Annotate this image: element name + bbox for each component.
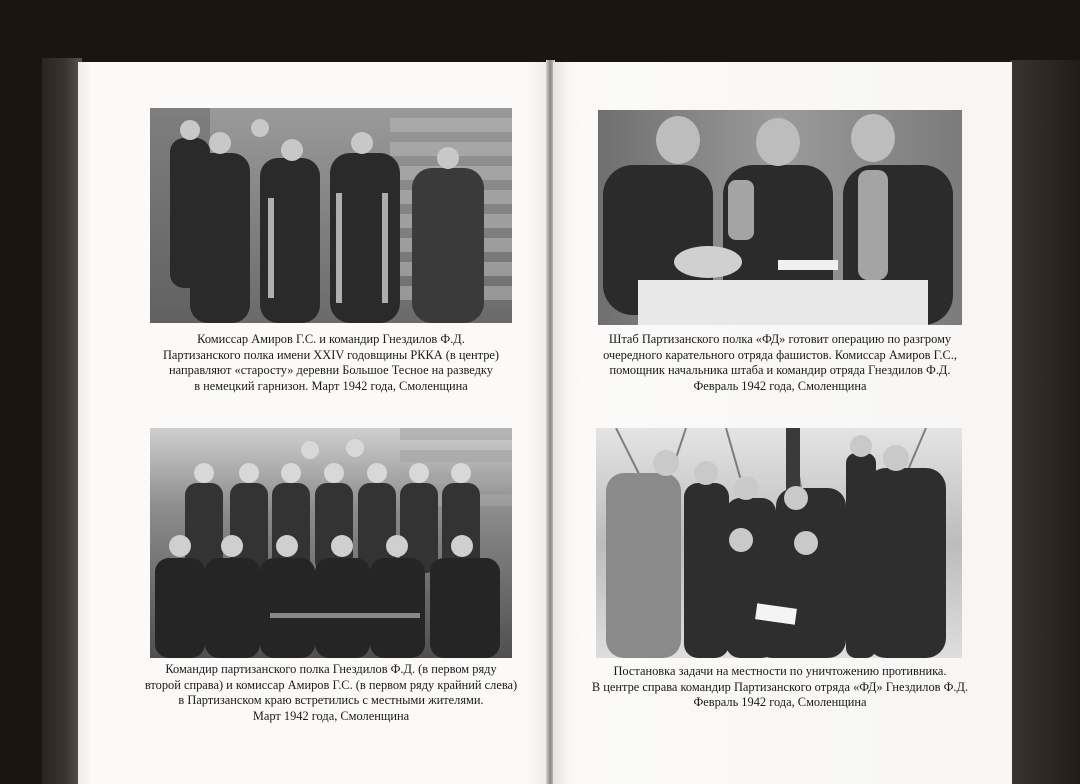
book-cover-edge-left bbox=[42, 58, 82, 784]
caption-bottom-right: Постановка задачи на местности по уничтожению противника. В центре справа командир Партизанского отряда «ФД» Гнездилов Ф.Д. Февраль 1942 года, Смоленщина bbox=[591, 664, 969, 710]
caption-top-right: Штаб Партизанского полка «ФД» готовит операцию по разгрому очередного карательного отряда фашистов. Комиссар Амиров Г.С., помощник начальника штаба и командир отряда Гнездилов Ф.Д. Февраль 1942 года, Смоленщина bbox=[603, 332, 957, 393]
caption-bottom-left: Командир партизанского полка Гнездилов Ф.Д. (в первом ряду второй справа) и комиссар Амиров Г.С. (в первом ряду крайний слева) в Партизанском краю встретились с местными жителями. Март 1942 года, Смоленщина bbox=[144, 662, 518, 723]
caption-top-left: Комиссар Амиров Г.С. и командир Гнездилов Ф.Д. Партизанского полка имени XXIV годовщины РККА (в центре) направляют «старосту» деревни Большое Тесное на разведку в немецкий гарнизон. Март 1942 года, Смоленщина bbox=[162, 332, 500, 393]
photo-commissar-and-commander-with-elder bbox=[150, 108, 512, 323]
photo-headquarters-planning bbox=[598, 110, 962, 325]
right-page bbox=[553, 62, 1012, 784]
photo-field-task-briefing bbox=[596, 428, 962, 658]
left-page bbox=[78, 62, 548, 784]
photo-partisans-with-villagers bbox=[150, 428, 512, 658]
book-cover-edge-right bbox=[1010, 60, 1080, 784]
